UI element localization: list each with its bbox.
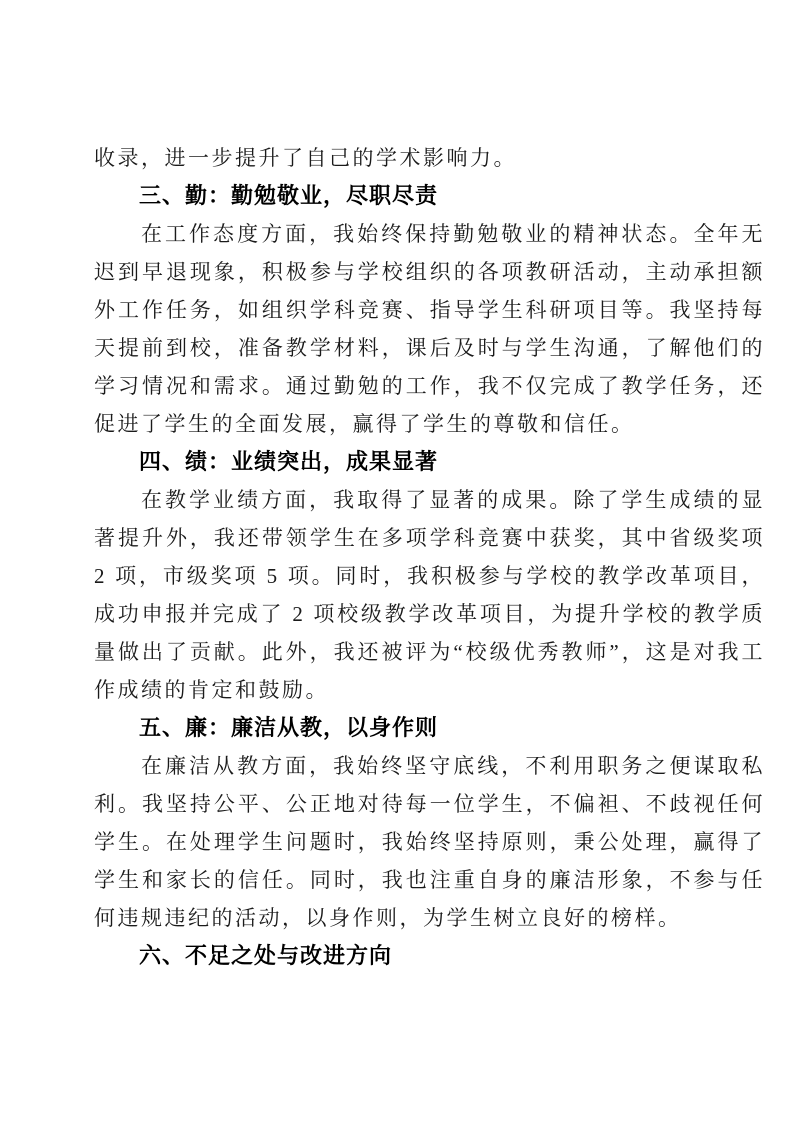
section-paragraph-achievement: 在教学业绩方面，我取得了显著的成果。除了学生成绩的显著提升外，我还带领学生在多项学科竞赛中获奖，其中省级奖项 2 项，市级奖项 5 项。同时，我积极参与学校的教学改革项目，成功申报并完成了 2 项校级教学改革项目，为提升学校的教学质量做出了贡献。此外，我还被评为“校级优秀教师”，这是对我工作成绩的肯定和鼓励。 — [94, 488, 765, 702]
section-heading-integrity: 五、廉：廉洁从教，以身作则 — [139, 715, 439, 740]
paragraph-continuation-top: 收录，进一步提升了自己的学术影响力。 — [94, 146, 517, 170]
section-heading-improvement: 六、不足之处与改进方向 — [139, 943, 393, 968]
section-heading-achievement: 四、绩：业绩突出，成果显著 — [139, 449, 439, 474]
section-heading-diligence: 三、勤：勤勉敬业，尽职尽责 — [139, 183, 439, 208]
section-paragraph-diligence: 在工作态度方面，我始终保持勤勉敬业的精神状态。全年无迟到早退现象，积极参与学校组织的各项教研活动，主动承担额外工作任务，如组织学科竞赛、指导学生科研项目等。我坚持每天提前到校，准备教学材料，课后及时与学生沟通，了解他们的学习情况和需求。通过勤勉的工作，我不仅完成了教学任务，还促进了学生的全面发展，赢得了学生的尊敬和信任。 — [94, 222, 765, 436]
section-paragraph-integrity: 在廉洁从教方面，我始终坚守底线，不利用职务之便谋取私利。我坚持公平、公正地对待每一位学生，不偏袒、不歧视任何学生。在处理学生问题时，我始终坚持原则，秉公处理，赢得了学生和家长的信任。同时，我也注重自身的廉洁形象，不参与任何违规违纪的活动，以身作则，为学生树立良好的榜样。 — [94, 754, 765, 930]
